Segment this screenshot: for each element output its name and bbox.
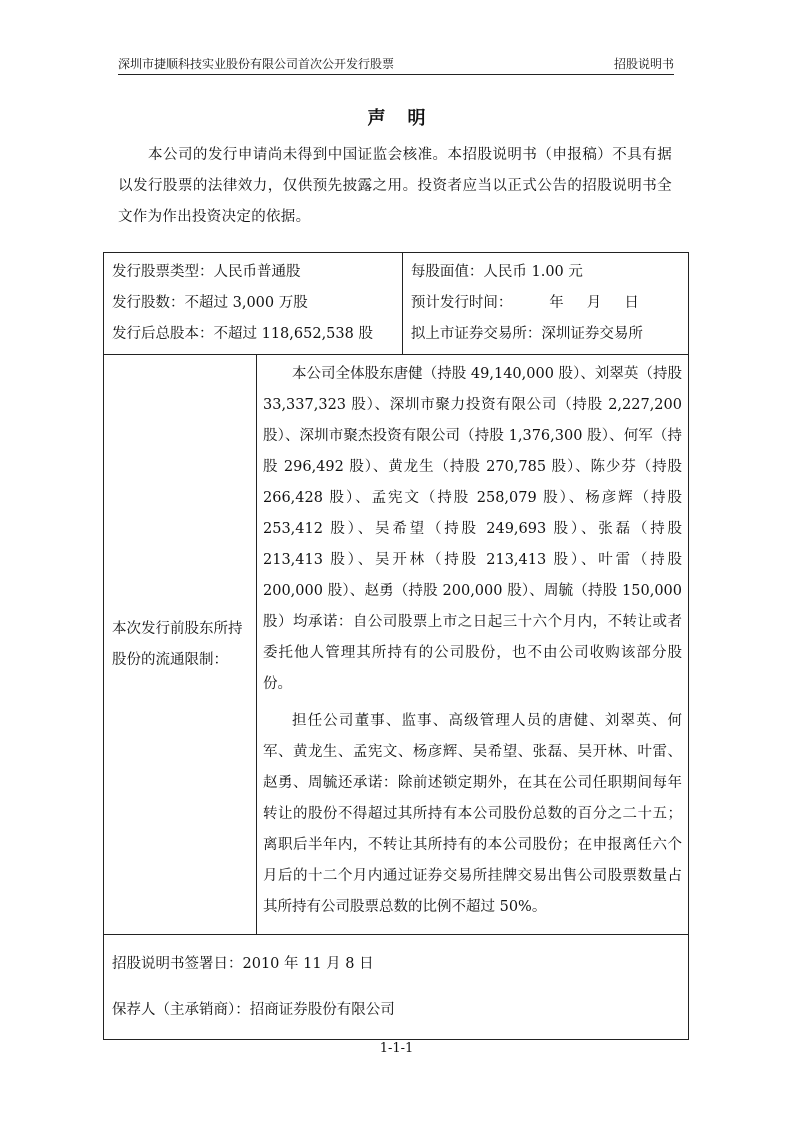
signing-info-cell xyxy=(104,935,689,1040)
header-document-type: 招股说明书 xyxy=(613,57,674,71)
total-capital: 发行后总股本：不超过 118,652,538 股 xyxy=(112,326,373,342)
page-number: 1-1-1 xyxy=(379,1041,414,1056)
signing-date: 招股说明书签署日：2010 年 11 月 8 日 xyxy=(112,956,374,972)
issue-time: 预计发行时间： 年 月 日 xyxy=(410,295,639,311)
header-company-title: 深圳市捷顺科技实业股份有限公司首次公开发行股票 xyxy=(118,57,395,71)
restriction-label: 本次发行前股东所持股份的流通限制： xyxy=(112,620,243,668)
sponsor: 保荐人（主承销商）：招商证券股份有限公司 xyxy=(112,1002,395,1018)
stock-type: 发行股票类型：人民币普通股 xyxy=(112,264,301,280)
statement-paragraph: 本公司的发行申请尚未得到中国证监会核准。本招股说明书（申报稿）不具有据以发行股票的法律效力，仅供预先披露之用。投资者应当以正式公告的招股说明书全文作为作出投资决定的依据。 xyxy=(118,147,672,225)
director-commitment-paragraph: 担任公司董事、监事、高级管理人员的唐健、刘翠英、何军、黄龙生、孟宪文、杨彦辉、吴希望、张磊、吴开林、叶雷、赵勇、周毓还承诺：除前述锁定期外，在其在公司任职期间每年转让的股份不得超过其所持有本公司股份总数的百分之二十五；离职后半年内，不转让其所持有的本公司股份；在申报离任六个月后的十二个月内通过证券交易所挂牌交易出售公司股票数量占其所持有公司股票总数的比例不超过 50%。 xyxy=(263,713,682,915)
running-header xyxy=(118,54,674,75)
restriction-text-cell xyxy=(257,355,689,935)
offering-right-cell xyxy=(402,253,688,355)
offering-info-table xyxy=(103,252,689,1040)
listing-exchange: 拟上市证券交易所：深圳证券交易所 xyxy=(410,326,643,342)
restriction-label-cell xyxy=(104,355,257,935)
offering-left-cell xyxy=(104,253,403,355)
lockup-commitment-paragraph: 本公司全体股东唐健（持股 49,140,000 股）、刘翠英（持股 33,337,323 股）、深圳市聚力投资有限公司（持股 2,227,200 股）、深圳市聚杰投资有限公司（持股 1,376,300 股）、何军（持股 296,492 股）、黄龙生（持股 270,785 股）、陈少芬（持股 266,428 股）、孟宪文（持股 258,079 股）、杨彦辉（持股 253,412 股）、吴希望（持股 249,693 股）、张磊（持股 213,413 股）、吴开林（持股 213,413 股）、叶雷（持股 200,000 股）、赵勇（持股 200,000 股）、周毓（持股 150,000 股）均承诺：自公司股票上市之日起三十六个月内，不转让或者委托他人管理其所持有的公司股份，也不由公司收购该部分股份。 xyxy=(263,366,682,692)
shares-issued: 发行股数：不超过 3,000 万股 xyxy=(112,295,308,311)
page-title: 声明 xyxy=(367,108,448,129)
par-value: 每股面值：人民币 1.00 元 xyxy=(410,264,583,280)
